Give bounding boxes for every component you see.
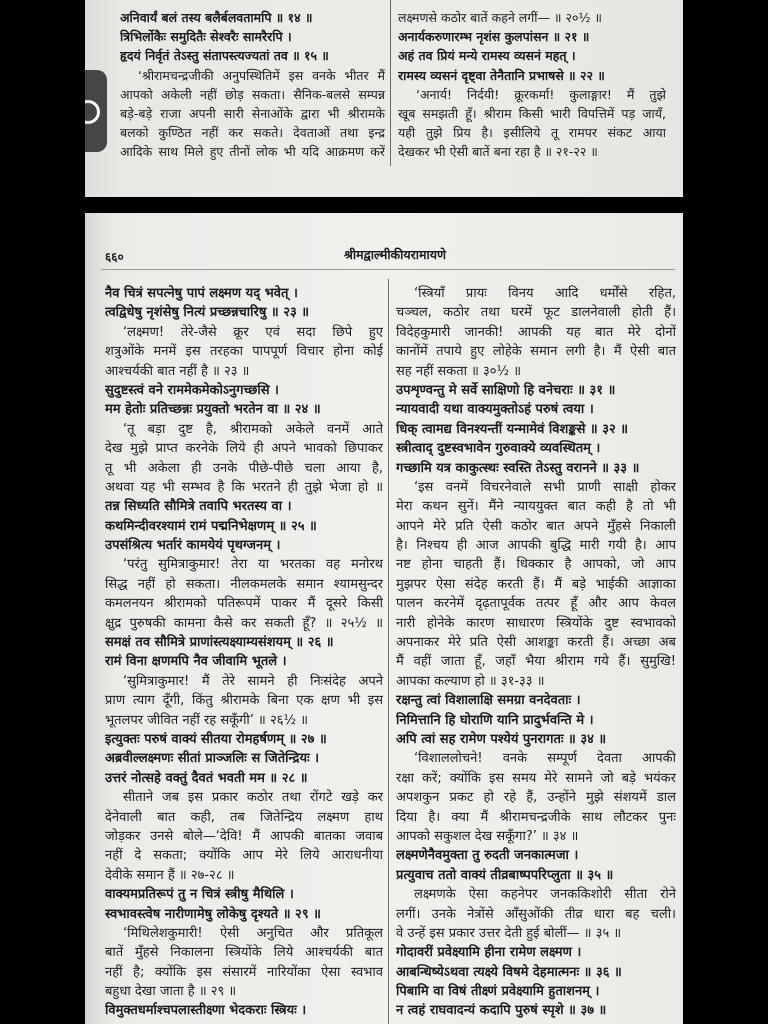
hindi-translation-line: ‘मिथिलेशकुमारी! ऐसी अनुचित और प्रतिकूल [123,925,383,941]
upper-page-image[interactable] [85,0,683,197]
sanskrit-verse-line: उपसंश्रित्य भर्तारं कामयेयं पृथग्जनम् । [105,538,281,554]
sanskrit-verse-line: सुदुष्टस्त्वं वने राममेकमेकोऽनुगच्छसि । [105,382,279,398]
hindi-translation-line: आदिके साथ मिले हुए तीनों लोक भी यदि आक्रमण करें [120,144,385,160]
hindi-translation-line: वे उन्हें इस प्रकार उत्तर देती हुई बोलीं— ॥ ३५ ॥ [396,925,622,941]
sanskrit-verse-line: उत्तरं नोत्सहे वक्तुं दैवतं भवती मम ॥ २८ ॥ [105,770,308,786]
hindi-translation-line: तू भी अकेला ही उनके पीछे-पीछे चला आया है, [105,460,383,476]
hindi-translation-line: कमलनयन श्रीरामको पतिरूपमें पाकर मैं दूसरे किसी [105,596,383,612]
running-head: श्रीमद्वाल्मीकीयरामायणे [343,247,446,262]
lower-right-column [396,284,676,1024]
circle-icon [85,100,100,124]
hindi-translation-line: चञ्चल, कठोर तथा घरमें फूट डालनेवाली होती हैं। [396,305,676,321]
sanskrit-verse-line: विमुक्तधर्माश्चपलास्तीक्ष्णा भेदकराः स्त्रियः । [105,1003,307,1019]
hindi-translation-line: लक्ष्मणके ऐसा कहनेपर जनककिशोरी सीता रोने [414,887,676,903]
hindi-translation-line: अपशकुन प्रकट हो रहे हैं, उन्होंने मुझे संशयमें डाल [396,790,676,806]
sanskrit-verse-line: रामं विना क्षणमपि नैव जीवामि भूतले । [105,654,287,670]
hindi-translation-line: बातें मुँहसे निकालना स्त्रियोंके लिये आश्चर्यकी बात [105,945,383,961]
sanskrit-verse-line: अब्रवील्लक्ष्मणः सीतां प्राञ्जलिः स जितेन्द्रियः । [105,751,320,767]
hindi-translation-line: है। निश्चय ही आज आपकी बुद्धि मारी गयी है। आप [396,538,676,554]
hindi-translation-line: देख मुझे प्राप्त करनेके लिये ही अपने भावको छिपाकर [105,441,383,457]
sanskrit-verse-line: गोदावरीं प्रवेक्ष्यामि हीना रामेण लक्ष्मण । [396,945,582,961]
hindi-translation-line: भूतलपर जीवित नहीं रह सकूँगी’ ॥ २६½ ॥ [105,712,308,728]
hindi-translation-line: आपको सकुशल देख सकूँगा?’ ॥ ३४ ॥ [396,828,579,844]
hindi-translation-line: रक्षा करें; क्योंकि इस समय मेरे सामने जो बड़े भयंकर [396,770,676,786]
hindi-translation-line: बड़े-बड़े राजा अपनी सारी सेनाओंके द्वारा भी श्रीरामके [120,105,385,121]
sanskrit-verse-line: उपशृण्वन्तु मे सर्वे साक्षिणो हि वनेचराः ॥ ३१ ॥ [396,382,616,398]
hindi-translation-line: दिया है। क्या मैं श्रीरामचन्द्रजीके साथ लौटकर पुनः [396,809,676,825]
hindi-translation-line: नारी होनेके कारण साधारण स्त्रियोंके दुष्ट स्वभावको [396,615,676,631]
hindi-translation-line: यही तुझे प्रिय है। इसीलिये तू रामपर संकट आया [398,125,666,141]
sanskrit-verse-line: रामस्य व्यसनं दृष्ट्वा तेनैतानि प्रभाषसे ॥ २२ ॥ [398,67,605,83]
sanskrit-verse-line: पिबामि वा विषं तीक्ष्णं प्रवेक्ष्यामि हुताशनम् । [396,984,600,1000]
hindi-translation-line: आपका कल्याण हो ॥ ३१-३३ ॥ [396,673,545,689]
sanskrit-verse-line: लक्ष्मणेनैवमुक्ता तु रुदती जनकात्मजा । [396,848,579,864]
hindi-translation-line: ‘इस वनमें विचरनेवाले सभी प्राणी साक्षी होकर [414,479,676,495]
lower-page-image[interactable] [85,213,683,1024]
sanskrit-verse-line: अनार्यकरुणारम्भ नृशंस कुलपांसन ॥ २१ ॥ [398,29,590,45]
hindi-translation-line: आपने मेरे प्रति ऐसी कठोर बात अपने मुँहसे निकाली [396,518,676,534]
sanskrit-verse-line: त्वद्विधेषु नृशंसेषु नित्यं प्रच्छन्नचारिषु ॥ २३ ॥ [105,305,310,321]
hindi-translation-line: सीताने जब इस प्रकार कठोर तथा रोंगटे खड़े कर [123,790,383,806]
hindi-translation-line: विदेहकुमारी जानकी! आपकी यह बात मेरे दोनों [396,324,676,340]
hindi-translation-line: मेरा कथन सुनें। मैंने न्याययुक्त बात कही है तो भी [396,499,676,515]
hindi-translation-line: ‘श्रीरामचन्द्रजीकी अनुपस्थितिमें इस वनके भीतर मैं [138,67,385,83]
sanskrit-verse-line: न त्वहं राघवादन्यं कदापि पुरुषं स्पृशे ॥ ३७ ॥ [396,1003,607,1019]
hindi-translation-line: ‘तू बड़ा दुष्ट है, श्रीरामको अकेले वनमें आते [123,421,383,437]
sanskrit-verse-line: त्रिभिर्लोकैः समुदितैः सेश्वरैः सामरैरपि । [120,29,292,45]
sanskrit-verse-line: अहं तव प्रियं मन्ये रामस्य व्यसनं महत् । [398,48,576,64]
column-divider [390,0,391,166]
page-number: ६६० [105,250,124,264]
sanskrit-verse-line: मम हेतोः प्रतिच्छन्नः प्रयुक्तो भरतेन वा ॥ २४ ॥ [105,402,321,418]
sanskrit-verse-line: हृदयं निर्वृतं तेऽस्तु संतापस्त्यज्यतां तव ॥ १५ ॥ [120,48,329,64]
hindi-translation-line: मुझपर ऐसा संदेह करती हैं। मैं बड़े भाईकी आज्ञाका [396,576,676,592]
column-divider [388,279,389,1024]
hindi-translation-line: ‘लक्ष्मण! तेरे-जैसे क्रूर एवं सदा छिपे हुए [123,324,383,340]
hindi-translation-line: नष्ट होना चाहती हैं। धिक्कार है आपको, जो आप [396,557,676,573]
sanskrit-verse-line: अनिवार्यं बलं तस्य बलैर्बलवतामपि ॥ १४ ॥ [120,10,313,25]
sanskrit-verse-line: न्यायवादी यथा वाक्यमुक्तोऽहं परुषं त्वया । [396,402,594,418]
hindi-translation-line: मैं वहीं जाता हूँ, जहाँ भैया श्रीराम गये हैं। सुमुखि! [396,654,676,670]
lower-left-column [105,284,383,1024]
hindi-translation-line: कानोंमें तपाये हुए लोहेके समान लगी है। मैं ऐसी बात [396,344,676,360]
sanskrit-verse-line: प्रत्युवाच ततो वाक्यं तीव्रबाष्पपरिप्लुता ॥ ३५ ॥ [396,867,614,883]
hindi-translation-line: जोड़कर उनसे बोले—‘देवि! मैं आपकी बातका जवाब [105,828,383,844]
hindi-translation-line: प्राण त्याग दूँगी, किंतु श्रीरामके बिना एक क्षण भी इस [105,693,383,709]
hindi-translation-line: पालन करनेमें दृढ़तापूर्वक तत्पर हूँ और आप केवल [396,596,676,612]
hindi-translation-line: बलको कुण्ठित नहीं कर सकते। देवताओं तथा इन्द्र [120,125,385,141]
sanskrit-verse-line: इत्युक्तः परुषं वाक्यं सीतया रोमहर्षणम् ॥ २७ ॥ [105,731,327,747]
sanskrit-verse-line: स्वभावस्त्वेष नारीणामेषु लोकेषु दृश्यते ॥ २९ ॥ [105,906,321,922]
sanskrit-verse-line: स्त्रीत्वाद् दुष्टस्वभावेन गुरुवाक्ये व्यवस्थितम् । [396,441,601,457]
hindi-translation-line: ‘सुमित्राकुमार! मैं तेरे सामने ही निःसंदेह अपने [123,673,383,689]
hindi-translation-line: देवीके समान हैं ॥ २७-२८ ॥ [105,867,235,883]
hindi-translation-line: अपनाकर मेरे प्रति ऐसी आशङ्का करती हैं। अच्छा अब [396,635,676,651]
hindi-translation-line: देखकर भी ऐसी बातें बना रहा है ॥ २१-२२ ॥ [398,144,598,160]
sanskrit-verse-line: समक्षं तव सौमित्रे प्राणांस्त्यक्ष्याम्यसंशयम् ॥ २६ ॥ [105,635,334,651]
hindi-translation-line: सह नहीं सकता ॥ ३०½ ॥ [396,363,522,379]
sanskrit-verse-line: धिक् त्वामद्य विनश्यन्तीं यन्मामेवं विशङ्कसे ॥ ३२ ॥ [396,421,629,437]
hindi-translation-line: ‘विशाललोचने! वनके सम्पूर्ण देवता आपकी [414,751,676,767]
sanskrit-verse-line: कथमिन्दीवरश्यामं रामं पद्मनिभेक्षणम् ॥ २५ ॥ [105,518,317,534]
hindi-translation-line: आपको अकेली नहीं छोड़ सकता। सैनिक-बलसे सम्पन्न [120,86,385,102]
sanskrit-verse-line: आबन्धिष्येऽथवा त्यक्ष्ये विषमे देहमात्मनः ॥ ३६ ॥ [396,964,622,980]
hindi-translation-line: ‘अनार्य! निर्दयी! क्रूरकर्मा! कुलाङ्गार! मैं तुझे [416,86,666,102]
hindi-translation-line: अथवा यह भी सम्भव है कि भरतने ही तुझे भेजा हो ॥ [105,479,383,495]
hindi-translation-line: बहुधा देखा जाता है ॥ २९ ॥ [105,984,237,1000]
sanskrit-verse-line: रक्षन्तु त्वां विशालाक्षि समग्रा वनदेवताः । [396,693,581,709]
hindi-translation-line: लगीं। उनके नेत्रोंसे आँसुओंकी तीव्र धारा बह चली। [396,906,676,922]
hindi-translation-line: क्षुद्र पुरुषकी कामना कैसे कर सकती हूँ? ॥ २५½ ॥ [105,615,383,631]
sanskrit-verse-line: वाक्यमप्रतिरूपं तु न चित्रं स्त्रीषु मैथिलि । [105,887,294,903]
hindi-translation-line: नहीं है; क्योंकि इस संसारमें नारियोंका ऐसा स्वभाव [105,964,383,980]
sanskrit-verse-line: गच्छामि यत्र काकुत्स्थः स्वस्ति तेऽस्तु वरानने ॥ ३३ ॥ [396,460,640,476]
sanskrit-verse-line: निमित्तानि हि घोराणि यानि प्रादुर्भवन्ति मे । [396,712,594,728]
hindi-translation-line: ‘परंतु सुमित्राकुमार! तेरा या भरतका वह मनोरथ [123,557,383,573]
hindi-translation-line: शत्रुओंके मनमें इस तरहका पापपूर्ण विचार होना कोई [105,344,383,360]
hindi-translation-line: सिद्ध नहीं हो सकता। नीलकमलके समान श्यामसुन्दर [105,576,383,592]
sanskrit-verse-line: अपि त्वां सह रामेण पश्येयं पुनरागतः ॥ ३४ ॥ [396,731,607,747]
header-rule [101,269,675,270]
hindi-translation-line: देनेवाली बात कही, तब जितेन्द्रिय लक्ष्मण हाथ [105,809,383,825]
upper-left-column [120,8,385,168]
hindi-translation-line: खूब समझती हूँ। श्रीराम किसी भारी विपत्तिमें पड़ जायँ, [398,105,666,121]
sanskrit-verse-line: नैव चित्रं सपत्नेषु पापं लक्ष्मण यद् भवेत् । [105,286,298,301]
hindi-translation-line: ‘स्त्रियाँ प्रायः विनय आदि धर्मोंसे रहित, [414,286,676,301]
sanskrit-verse-line: तन्न सिध्यति सौमित्रे तवापि भरतस्य वा । [105,499,292,515]
upper-right-column [398,8,666,168]
hindi-translation-line: लक्ष्मणसे कठोर बातें कहने लगीं— ॥ २०½ ॥ [398,10,603,25]
floating-assistive-button[interactable] [85,70,107,152]
hindi-translation-line: आश्चर्यकी बात नहीं है ॥ २३ ॥ [105,363,250,379]
hindi-translation-line: नहीं दे सकता; क्योंकि आप मेरे लिये आराधनीया [105,848,383,864]
